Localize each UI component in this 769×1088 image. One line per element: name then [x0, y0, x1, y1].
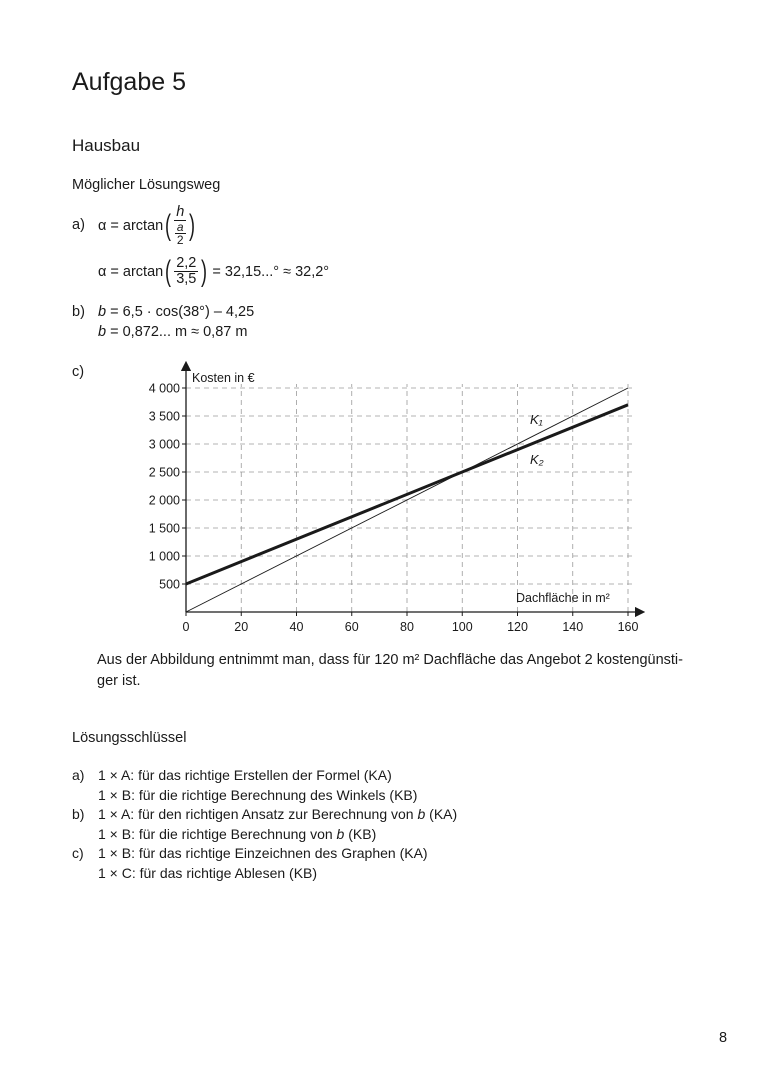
formula-a1-num: h	[176, 204, 185, 220]
key-b-label: b)	[72, 806, 85, 822]
chart-axes	[186, 366, 640, 612]
formula-b-line1	[98, 304, 254, 320]
y-tick-label: 1 000	[148, 549, 180, 564]
key-b	[72, 805, 457, 844]
conclusion-line1: Aus der Abbildung entnimmt man, dass für 120 m² Dachfläche das Angebot 2 kostengünsti-	[97, 652, 683, 668]
formula-a-line2: α = arctan ( $\frac{2,2}{3,5}$ ) = 32,15...° ≈ 32,2°	[98, 254, 330, 288]
series-label-k1	[530, 412, 543, 427]
y-tick-label: 1 500	[148, 521, 180, 536]
formula-a1-lhs: α = arctan	[98, 217, 164, 234]
formula-b2-var: b	[98, 324, 107, 340]
y-tick-label: 2 500	[148, 465, 180, 480]
key-a-label: a)	[72, 767, 85, 783]
solution-heading: Möglicher Lösungsweg	[72, 177, 221, 193]
formula-b1-var: b	[98, 304, 107, 320]
formula-a2-num: 2,2	[176, 255, 197, 271]
y-tick-label: 500	[159, 577, 180, 592]
part-c-label: c)	[72, 364, 85, 380]
y-tick-label: 2 000	[148, 493, 180, 508]
y-axis-label: Kosten in €	[192, 371, 255, 385]
y-tick-label: 3 000	[148, 437, 180, 452]
series-label-k1-text: K₁	[530, 412, 543, 427]
x-tick-label: 140	[562, 620, 584, 634]
formula-a1-den-den: 2	[176, 233, 184, 247]
formula-a1-den-num: a	[176, 220, 184, 234]
x-tick-label: 120	[507, 620, 528, 634]
formula-a2-rhs: = 32,15...° ≈ 32,2°	[212, 263, 330, 280]
key-a-line1: 1 × A: für das richtige Erstellen der Formel (KA)	[98, 767, 392, 783]
key-b-line2: 1 × B: für die richtige Berechnung von b (KB)	[98, 825, 377, 842]
part-a-label: a)	[72, 217, 85, 233]
y-tick-label: 4 000	[148, 381, 180, 396]
key-heading: Lösungsschlüssel	[72, 730, 187, 746]
variable-b: b	[336, 825, 345, 842]
key-a	[72, 766, 417, 805]
series-label-k2	[530, 452, 544, 467]
series-label-k2-text: K₂	[530, 452, 544, 467]
formula-a-line1: α = arctan ( $\frac{h}{\frac{a}{2}}$ )	[98, 204, 196, 247]
x-tick-label: 80	[400, 620, 414, 634]
formula-a2-den: 3,5	[176, 271, 197, 287]
variable-b: b	[417, 806, 426, 822]
x-tick-label: 40	[289, 620, 304, 634]
part-b-label: b)	[72, 304, 85, 320]
formula-b2-rhs: = 0,872... m ≈ 0,87 m	[106, 324, 248, 340]
formula-a2-lhs: α = arctan	[98, 263, 164, 280]
x-tick-label: 100	[451, 620, 473, 634]
cost-chart	[140, 360, 660, 640]
y-tick-label: 3 500	[148, 409, 180, 424]
section-title: Hausbau	[72, 136, 141, 155]
key-b-line1: 1 × A: für den richtigen Ansatz zur Berechnung von b (KA)	[98, 806, 458, 822]
key-c	[72, 844, 428, 883]
conclusion-line2: ger ist.	[97, 673, 141, 689]
key-a-line2: 1 × B: für die richtige Berechnung des Winkels (KB)	[98, 786, 418, 803]
formula-b-line2	[98, 324, 247, 340]
x-tick-label: 20	[234, 620, 249, 634]
key-c-line2: 1 × C: für das richtige Ablesen (KB)	[98, 864, 318, 881]
page-number: 8	[719, 1030, 728, 1046]
x-tick-labels	[183, 612, 639, 634]
x-tick-label: 160	[617, 620, 639, 634]
task-title: Aufgabe 5	[72, 68, 186, 96]
x-tick-label: 0	[182, 620, 190, 634]
y-tick-labels	[149, 382, 186, 592]
key-c-line1: 1 × B: für das richtige Einzeichnen des Graphen (KA)	[98, 845, 428, 861]
key-c-label: c)	[72, 845, 84, 861]
x-tick-label: 60	[344, 620, 359, 634]
formula-b1-rhs: = 6,5 · cos(38°) – 4,25	[106, 304, 255, 320]
x-axis-label: Dachfläche in m²	[516, 591, 610, 605]
